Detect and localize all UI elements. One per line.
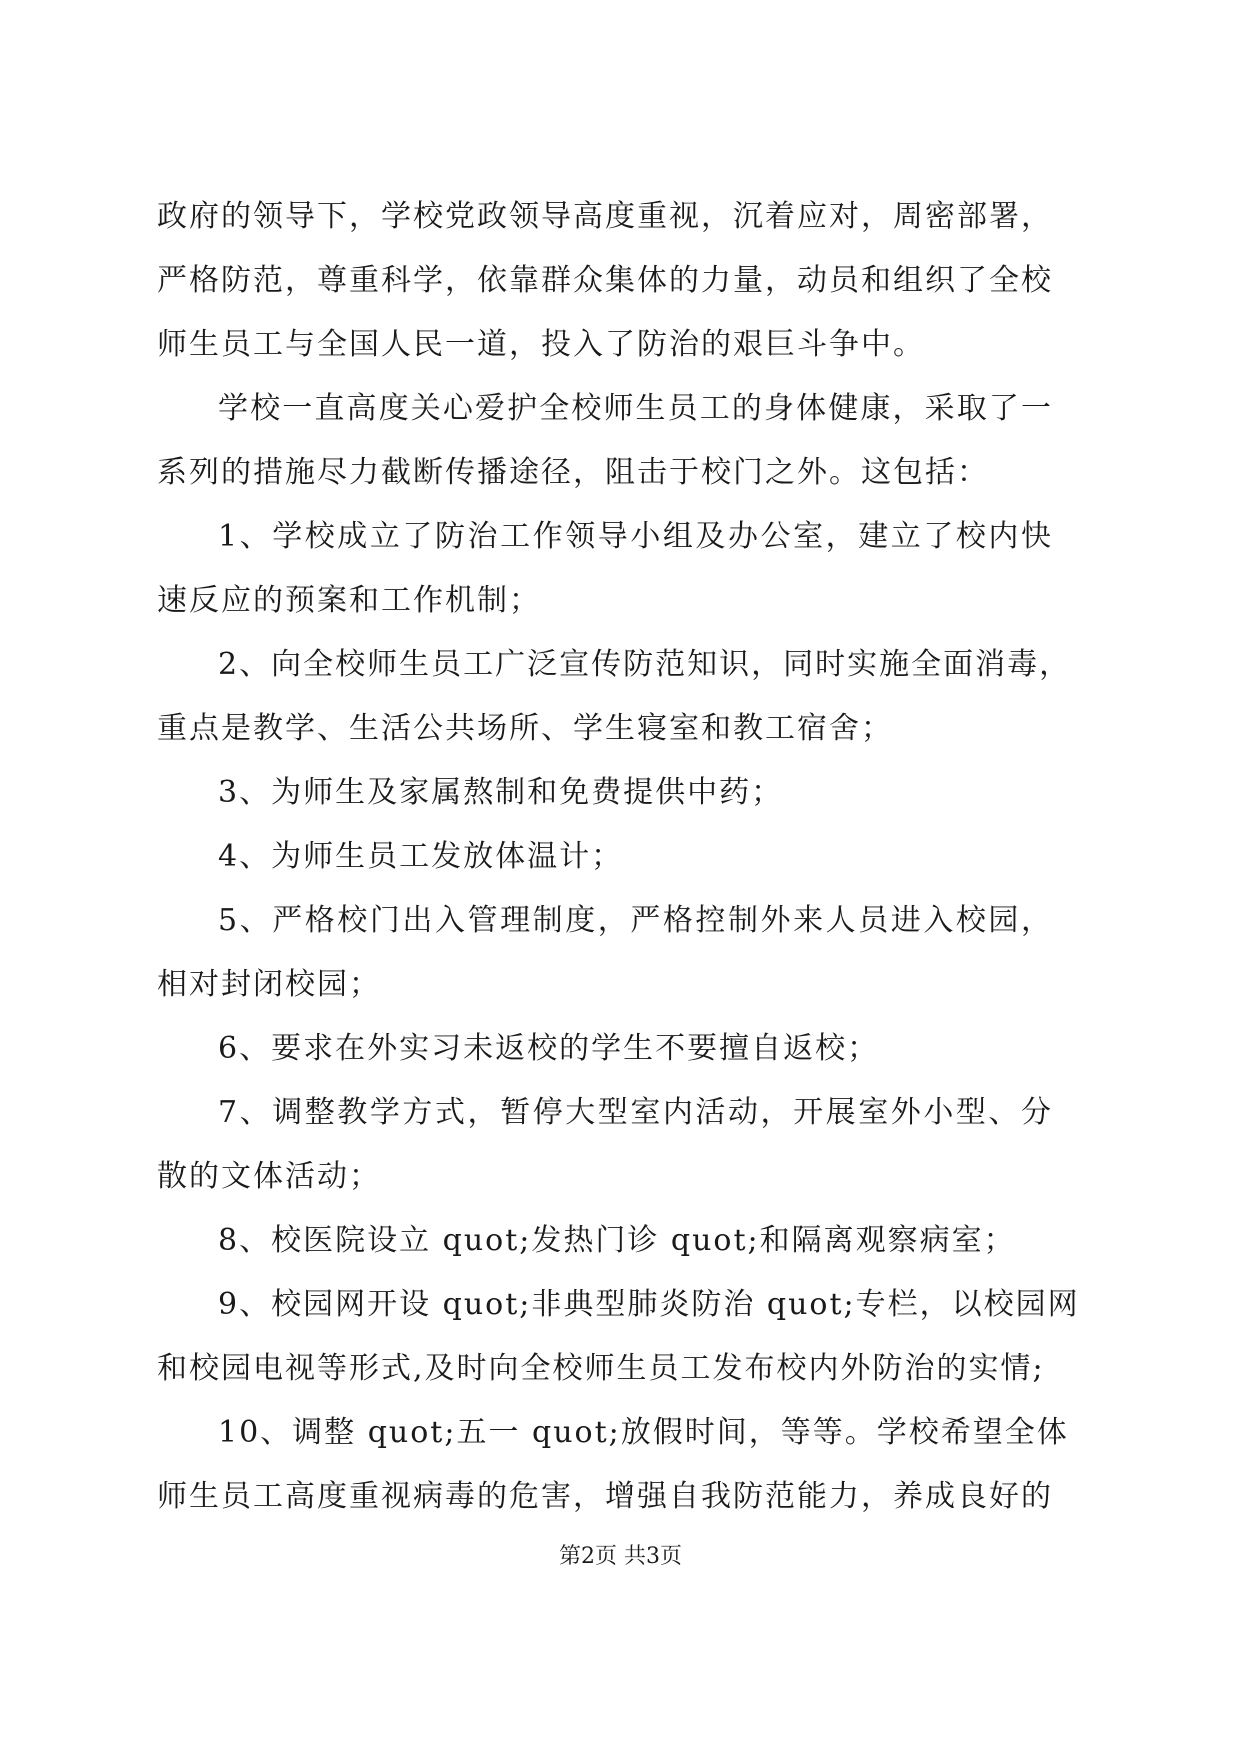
list-item bbox=[157, 889, 1053, 1017]
list-item bbox=[157, 761, 1053, 825]
list-item bbox=[157, 505, 1053, 633]
text-line: 7、调整教学方式，暂停大型室内活动，开展室外小型、分 bbox=[218, 1095, 1053, 1130]
list-item bbox=[157, 1081, 1053, 1209]
text-line: 政府的领导下，学校党政领导高度重视，沉着应对，周密部署， bbox=[157, 199, 1053, 234]
text-line: 4、为师生员工发放体温计； bbox=[218, 839, 624, 874]
text-line: 2、向全校师生员工广泛宣传防范知识，同时实施全面消毒， bbox=[218, 647, 1072, 682]
list-item bbox=[157, 1017, 1053, 1081]
text-line: 速反应的预案和工作机制； bbox=[157, 583, 541, 618]
text-line: 10、调整 quot;五一 quot;放假时间，等等。学校希望全体 bbox=[218, 1415, 1069, 1450]
text-line: 8、校医院设立 quot;发热门诊 quot;和隔离观察病室； bbox=[218, 1223, 1016, 1258]
paragraph bbox=[157, 185, 1053, 377]
text-line: 和校园电视等形式,及时向全校师生员工发布校内外防治的实情; bbox=[157, 1351, 1045, 1386]
text-line: 6、要求在外实习未返校的学生不要擅自返校； bbox=[218, 1031, 880, 1066]
text-line: 系列的措施尽力截断传播途径，阻击于校门之外。这包括： bbox=[157, 455, 989, 490]
list-item bbox=[157, 1209, 1053, 1273]
list-item bbox=[157, 1273, 1080, 1401]
text-line: 重点是教学、生活公共场所、学生寝室和教工宿舍； bbox=[157, 711, 893, 746]
text-line: 严格防范，尊重科学，依靠群众集体的力量，动员和组织了全校 bbox=[157, 263, 1053, 298]
page-footer: 第2页 共3页 bbox=[559, 1544, 682, 1569]
paragraph bbox=[157, 377, 1053, 505]
list-item bbox=[157, 1401, 1069, 1529]
text-line: 1、学校成立了防治工作领导小组及办公室，建立了校内快 bbox=[218, 519, 1053, 554]
list-item bbox=[157, 825, 1053, 889]
document-body bbox=[157, 185, 1080, 1529]
text-line: 学校一直高度关心爱护全校师生员工的身体健康，采取了一 bbox=[218, 391, 1053, 426]
text-line: 9、校园网开设 quot;非典型肺炎防治 quot;专栏，以校园网 bbox=[218, 1287, 1080, 1322]
text-line: 5、严格校门出入管理制度，严格控制外来人员进入校园， bbox=[218, 903, 1053, 938]
text-line: 散的文体活动； bbox=[157, 1159, 381, 1194]
text-line: 相对封闭校园； bbox=[157, 967, 381, 1002]
text-line: 师生员工高度重视病毒的危害，增强自我防范能力，养成良好的 bbox=[157, 1479, 1053, 1514]
list-item bbox=[157, 633, 1072, 761]
text-line: 3、为师生及家属熬制和免费提供中药； bbox=[218, 775, 784, 810]
text-line: 师生员工与全国人民一道，投入了防治的艰巨斗争中。 bbox=[157, 327, 925, 362]
